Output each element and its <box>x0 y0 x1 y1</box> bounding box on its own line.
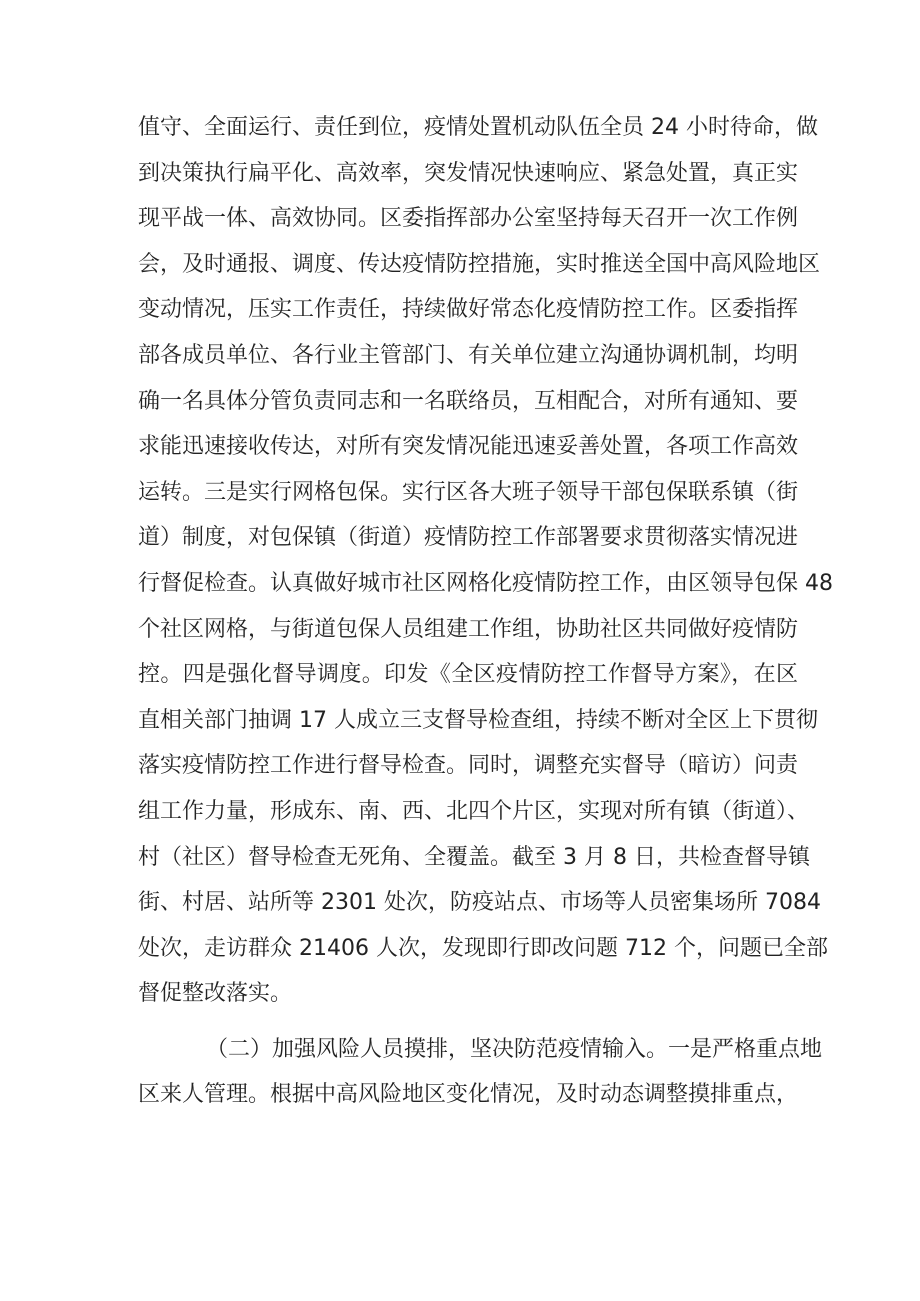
text-line: 变动情况，压实工作责任，持续做好常态化疫情防控工作。区委指挥 <box>138 297 799 323</box>
paragraph-spacing <box>138 1017 798 1027</box>
text-line: 确一名具体分管负责同志和一名联络员，互相配合，对所有通知、要 <box>138 388 799 414</box>
text-line: 求能迅速接收传达，对所有突发情况能迅速妥善处置，各项工作高效 <box>138 434 799 460</box>
text-line: 会，及时通报、调度、传达疫情防控措施，实时推送全国中高风险地区 <box>138 251 821 277</box>
text-line: 督促整改落实。 <box>138 981 293 1007</box>
document-body <box>138 105 833 1118</box>
text-line: 现平战一体、高效协同。区委指挥部办公室坚持每天召开一次工作例 <box>138 206 799 232</box>
text-line: 运转。三是实行网格包保。实行区各大班子领导干部包保联系镇（街 <box>138 479 799 505</box>
text-line: 处次，走访群众 21406 人次，发现即行即改问题 712 个，问题已全部 <box>138 935 828 961</box>
paragraph-2 <box>138 1027 823 1118</box>
text-line: 组工作力量，形成东、南、西、北四个片区，实现对所有镇（街道）、 <box>138 798 810 824</box>
text-line: 道）制度，对包保镇（街道）疫情防控工作部署要求贯彻落实情况进 <box>138 525 799 551</box>
text-line: 行督促检查。认真做好城市社区网格化疫情防控工作，由区领导包保 48 <box>138 570 833 596</box>
text-line: 落实疫情防控工作进行督导检查。同时，调整充实督导（暗访）问责 <box>138 753 799 779</box>
text-line: 部各成员单位、各行业主管部门、有关单位建立沟通协调机制，均明 <box>138 342 799 368</box>
text-line: 村（社区）督导检查无死角、全覆盖。截至 3 月 8 日，共检查督导镇 <box>138 844 810 870</box>
text-line: （二）加强风险人员摸排，坚决防范疫情输入。一是严格重点地 <box>206 1036 823 1062</box>
text-line: 值守、全面运行、责任到位，疫情处置机动队伍全员 24 小时待命，做 <box>138 115 818 140</box>
text-line: 直相关部门抽调 17 人成立三支督导检查组，持续不断对全区上下贯彻 <box>138 707 818 733</box>
text-line: 街、村居、站所等 2301 处次，防疫站点、市场等人员密集场所 7084 <box>138 890 821 916</box>
text-line: 个社区网格，与街道包保人员组建工作组，协助社区共同做好疫情防 <box>138 616 799 642</box>
text-line: 控。四是强化督导调度。印发《全区疫情防控工作督导方案》，在区 <box>138 662 798 688</box>
text-line: 区来人管理。根据中高风险地区变化情况，及时动态调整摸排重点， <box>138 1082 799 1108</box>
paragraph-1 <box>138 105 833 1017</box>
text-line: 到决策执行扁平化、高效率，突发情况快速响应、紧急处置，真正实 <box>138 160 799 186</box>
